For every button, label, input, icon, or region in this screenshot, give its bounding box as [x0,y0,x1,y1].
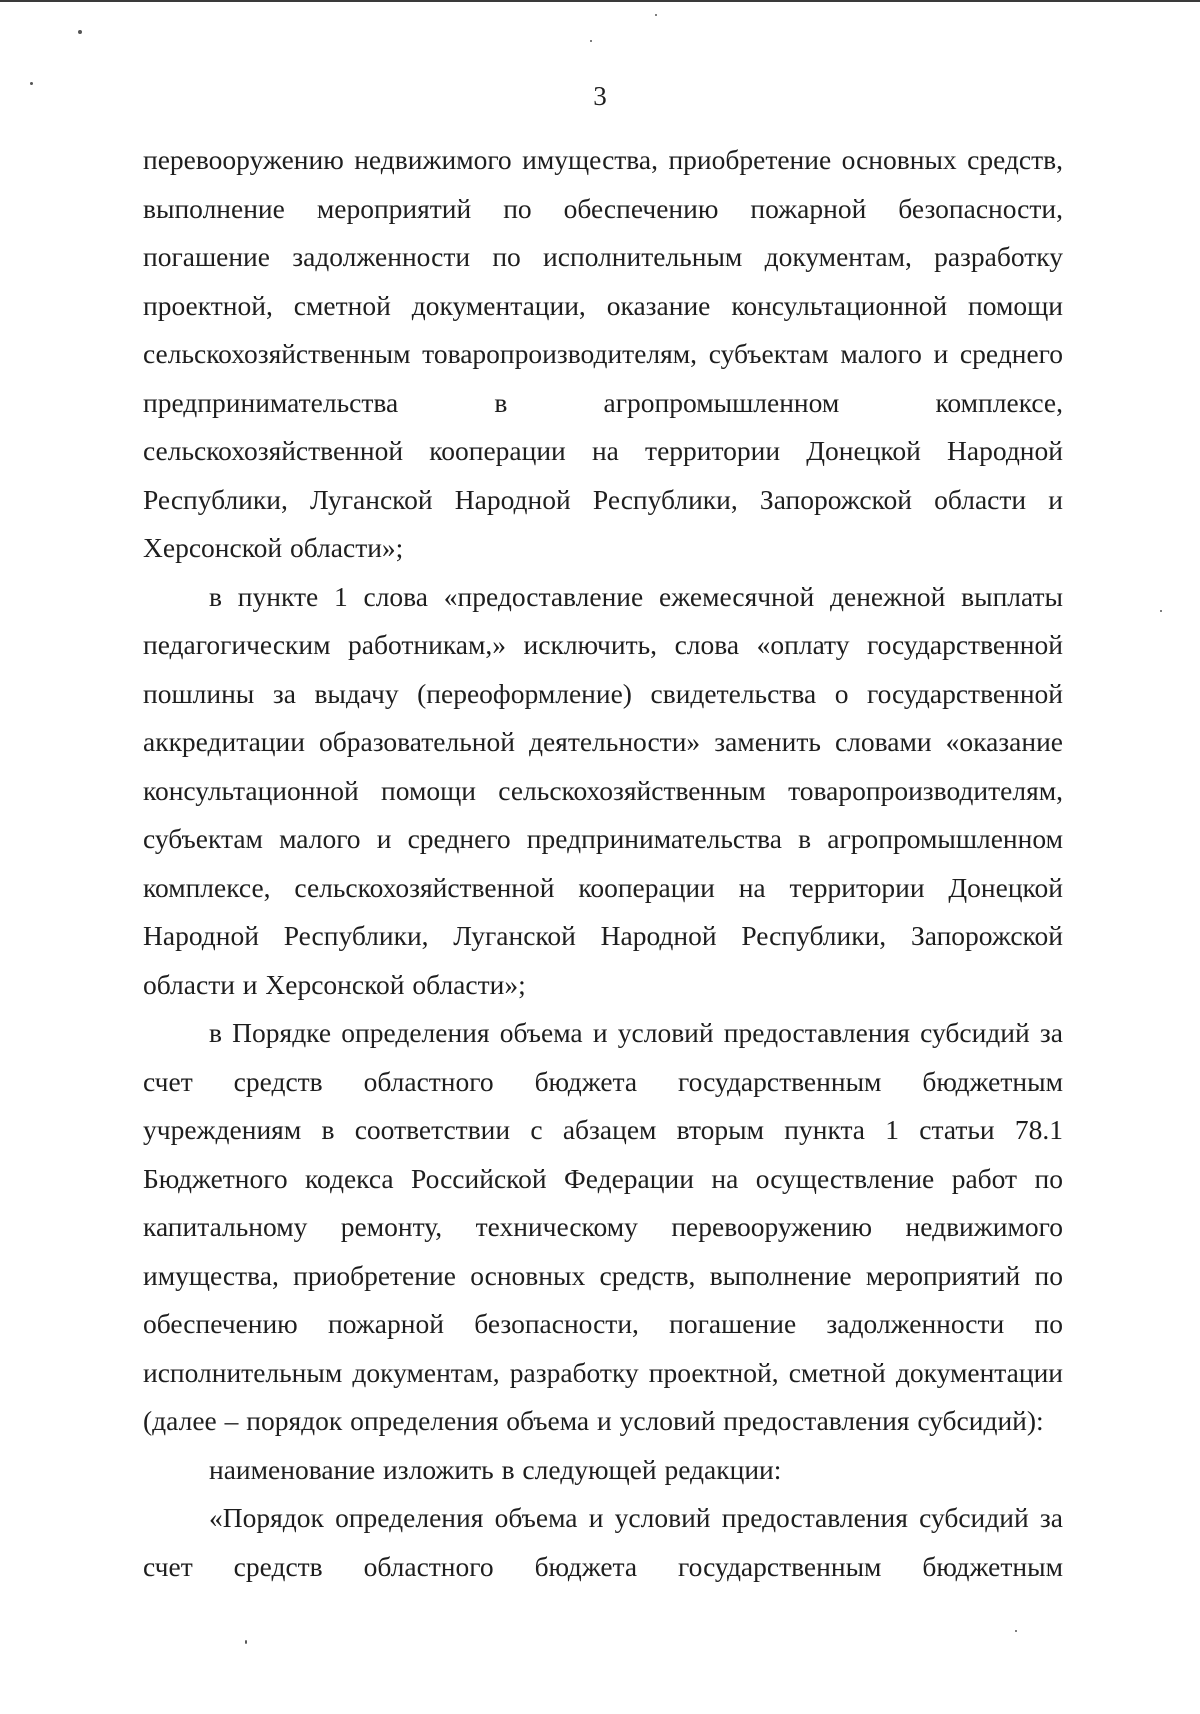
scan-speck [1160,610,1162,612]
scan-speck [590,40,592,42]
paragraph-new-title: «Порядок определения объема и условий предоставления субсидий за счет средств областного бюджета государственным бюджетным [143,1502,1063,1582]
page-number: 3 [593,81,607,111]
scan-speck [1015,1630,1017,1632]
scan-speck [245,1640,247,1644]
paragraph-title-instruction: наименование изложить в следующей редакции: [209,1453,782,1485]
scan-speck [655,14,657,16]
paragraph-procedure-amendment: в Порядке определения объема и условий предоставления субсидий за счет средств областного бюджета государственным бюджетным учреждениям в соответствии с абзацем вторым пункта 1 статьи 78.1 Бюджетного кодекса Российской Федерации на осуществление работ по капитальному ремонту, техническому перевооружению недвижимого имущества, приобретение основных средств, выполнение мероприятий по обеспечению пожарной безопасности, погашение задолженности по исполнительным документам, разработку проектной, сметной документации (далее – порядок определения объема и условий предоставления субсидий): [143,1017,1063,1436]
document-body [143,136,1063,1591]
top-border-line [0,0,1200,2]
paragraph-item-1-amendment: в пункте 1 слова «предоставление ежемесячной денежной выплаты педагогическим работникам,» исключить, слова «оплату государственной пошлины за выдачу (переоформление) свидетельства о государственной аккредитации образовательной деятельности» заменить словами «оказание консультационной помощи сельскохозяйственным товаропроизводителям, субъектам малого и среднего предпринимательства в агропромышленном комплексе, сельскохозяйственной кооперации на территории Донецкой Народной Республики, Луганской Народной Республики, Запорожской области и Херсонской области»; [143,580,1063,1000]
paragraph-continuation: перевооружению недвижимого имущества, приобретение основных средств, выполнение мероприятий по обеспечению пожарной безопасности, погашение задолженности по исполнительным документам, разработку проектной, сметной документации, оказание консультационной помощи сельскохозяйственным товаропроизводителям, субъектам малого и среднего предпринимательства в агропромышленном комплексе, сельскохозяйственной кооперации на территории Донецкой Народной Республики, Луганской Народной Республики, Запорожской области и Херсонской области»; [143,144,1063,563]
scan-speck [78,30,82,34]
scan-speck [30,82,33,85]
